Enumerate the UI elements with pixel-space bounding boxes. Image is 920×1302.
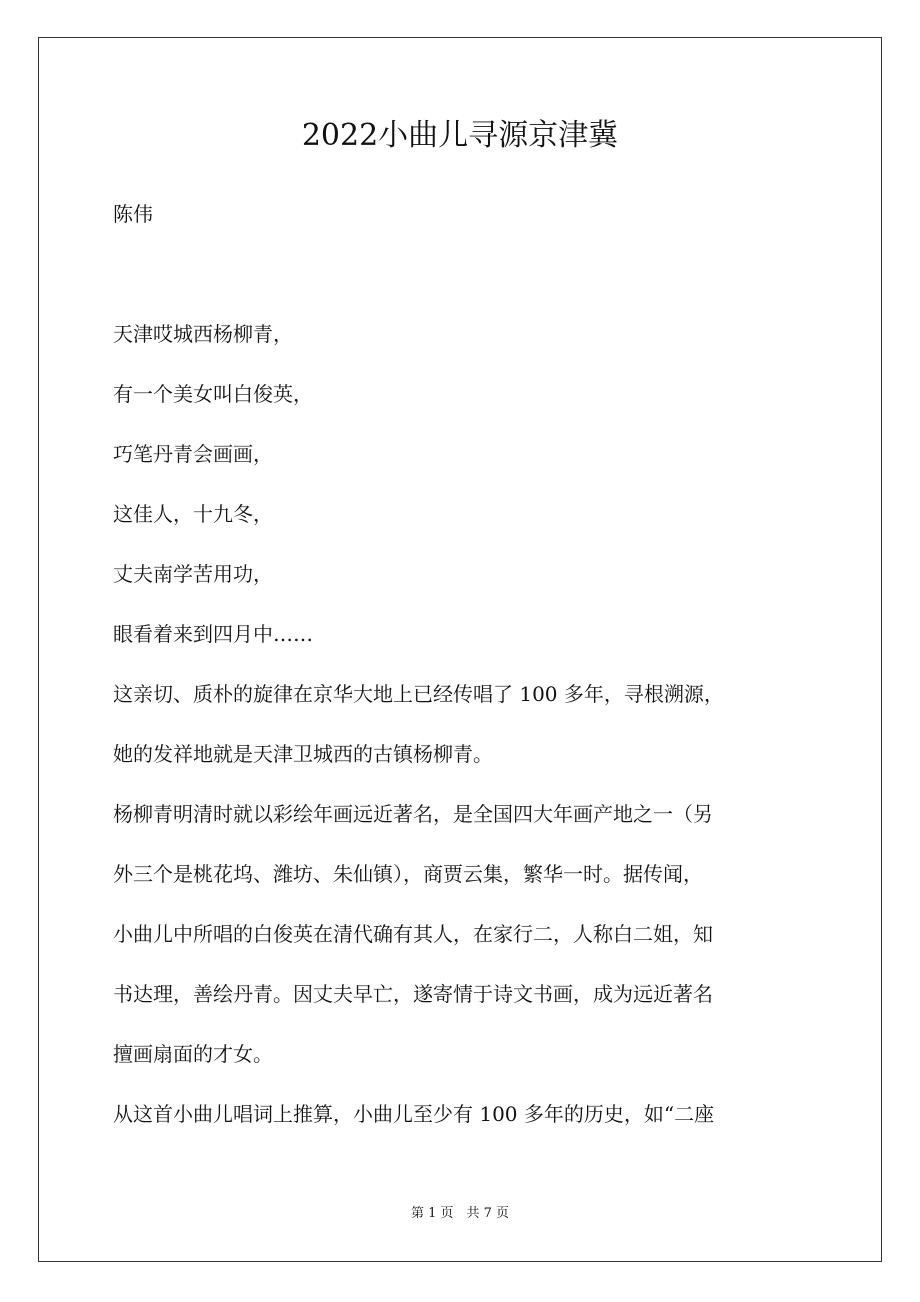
body-line: 从这首小曲儿唱词上推算，小曲儿至少有 100 多年的历史，如“二座 (113, 1102, 715, 1126)
body-line: 眼看着来到四月中…… (113, 622, 313, 646)
document-body (113, 316, 813, 1156)
body-line: 丈夫南学苦用功， (113, 562, 273, 586)
body-line: 她的发祥地就是天津卫城西的古镇杨柳青。 (113, 742, 493, 766)
body-line: 有一个美女叫白俊英， (113, 382, 313, 406)
body-line: 巧笔丹青会画画， (113, 442, 273, 466)
body-line: 杨柳青明清时就以彩绘年画远近著名，是全国四大年画产地之一（另 (113, 802, 713, 826)
document-title: 2022小曲儿寻源京津冀 (301, 118, 619, 153)
body-line: 这亲切、质朴的旋律在京华大地上已经传唱了 100 多年，寻根溯源， (113, 682, 724, 706)
body-line: 外三个是桃花坞、潍坊、朱仙镇），商贾云集，繁华一时。据传闻， (113, 862, 703, 886)
author-name: 陈伟 (113, 202, 153, 226)
page-footer: 第 1 页 共 7 页 (410, 1206, 510, 1221)
body-line: 这佳人，十九冬， (113, 502, 273, 526)
body-line: 天津哎城西杨柳青， (113, 322, 293, 346)
body-line: 书达理，善绘丹青。因丈夫早亡，遂寄情于诗文书画，成为远近著名 (113, 982, 713, 1006)
body-line: 小曲儿中所唱的白俊英在清代确有其人，在家行二，人称白二姐，知 (113, 922, 713, 946)
body-line: 擅画扇面的才女。 (113, 1042, 273, 1066)
